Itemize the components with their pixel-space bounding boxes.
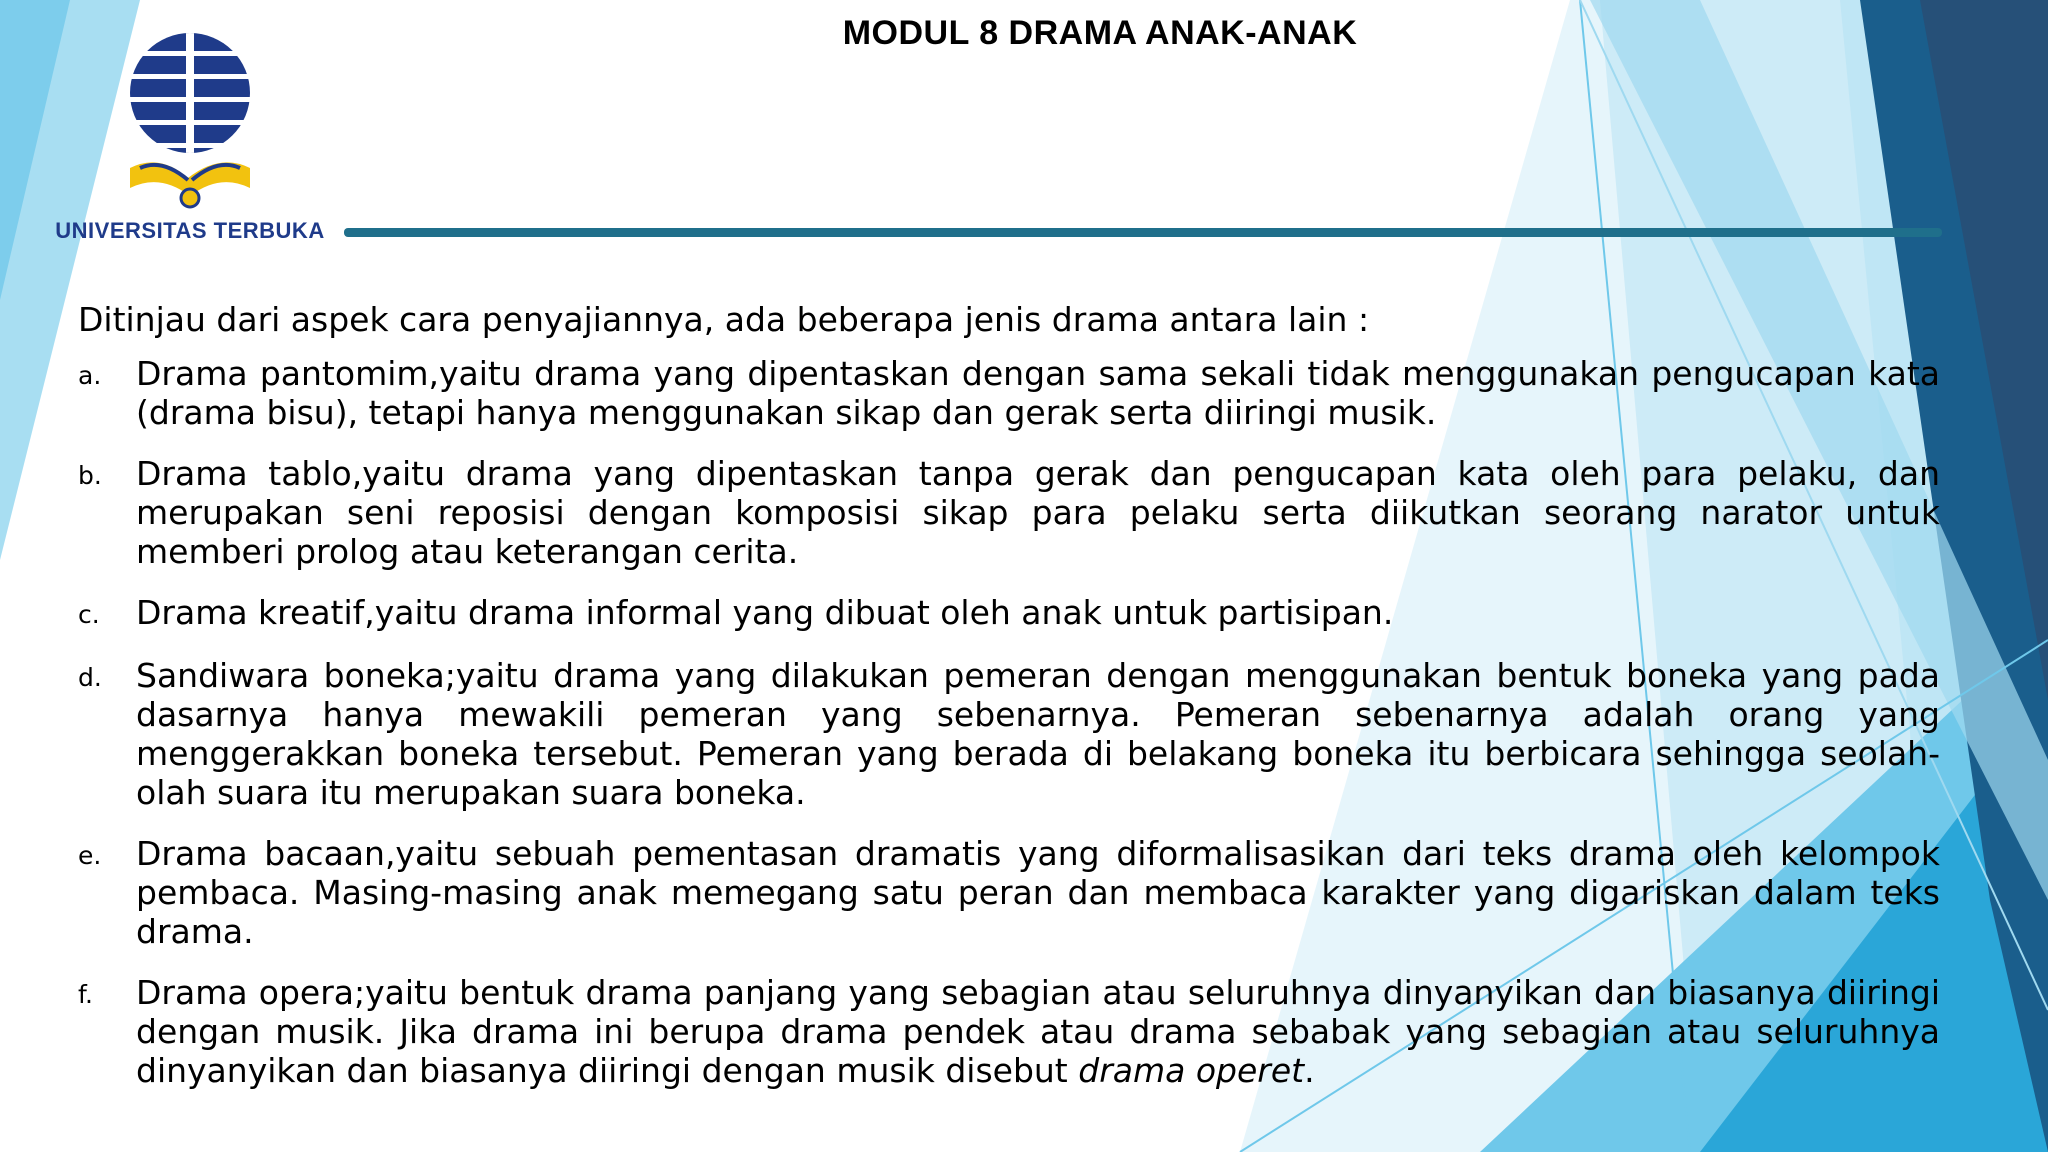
university-logo [40, 18, 325, 248]
list-marker: c. [78, 600, 100, 629]
title-divider [344, 228, 1942, 237]
list-item [78, 354, 1940, 432]
list-item-text-tail: . [1304, 1051, 1315, 1090]
list-marker: a. [78, 361, 102, 390]
list-item [78, 656, 1940, 812]
list-item [78, 454, 1940, 571]
list-marker: f. [78, 980, 93, 1009]
list-item-text [136, 973, 1940, 1090]
list-item-text-main: Drama opera;yaitu bentuk drama panjang yang sebagian atau seluruhnya dinyanyikan dan biasanya diiringi dengan musik. Jika drama ini berupa drama pendek atau drama sebabak yang sebagian atau seluruhnya dinyanyikan dan biasanya diiringi dengan musik disebut [136, 973, 1940, 1090]
list-item-text: Drama bacaan,yaitu sebuah pementasan dramatis yang diformalisasikan dari teks drama oleh kelompok pembaca. Masing-masing anak memegang satu peran dan membaca karakter yang digariskan dalam teks drama. [136, 834, 1940, 951]
emphasis-term: drama operet [1078, 1051, 1305, 1090]
list-item [78, 593, 1940, 634]
globe-book-icon [100, 18, 280, 218]
list-item-text: Drama kreatif,yaitu drama informal yang dibuat oleh anak untuk partisipan. [136, 593, 1394, 632]
list-item-text: Sandiwara boneka;yaitu drama yang dilakukan pemeran dengan menggunakan bentuk boneka yang pada dasarnya hanya mewakili pemeran yang sebenarnya. Pemeran sebenarnya adalah orang yang menggerakkan boneka tersebut. Pemeran yang berada di belakang boneka itu berbicara sehingga seolah-olah suara itu merupakan suara boneka. [136, 656, 1940, 812]
list-marker: e. [78, 841, 102, 870]
list-item [78, 834, 1940, 951]
list-marker: d. [78, 663, 102, 692]
slide-title: MODUL 8 DRAMA ANAK-ANAK [842, 14, 1358, 52]
intro-text: Ditinjau dari aspek cara penyajiannya, ada beberapa jenis drama antara lain : [78, 300, 1370, 339]
list-item-text: Drama tablo,yaitu drama yang dipentaskan tanpa gerak dan pengucapan kata oleh para pelaku, dan merupakan seni reposisi dengan komposisi sikap para pelaku serta diikutkan seorang narator untuk memberi prolog atau keterangan cerita. [136, 454, 1940, 571]
list-marker: b. [78, 461, 102, 490]
list-item-text: Drama pantomim,yaitu drama yang dipentaskan dengan sama sekali tidak menggunakan pengucapan kata (drama bisu), tetapi hanya menggunakan sikap dan gerak serta diiringi musik. [136, 354, 1940, 432]
slide-body [78, 300, 1940, 1112]
list-item [78, 973, 1940, 1090]
logo-text: UNIVERSITAS TERBUKA [55, 218, 325, 243]
